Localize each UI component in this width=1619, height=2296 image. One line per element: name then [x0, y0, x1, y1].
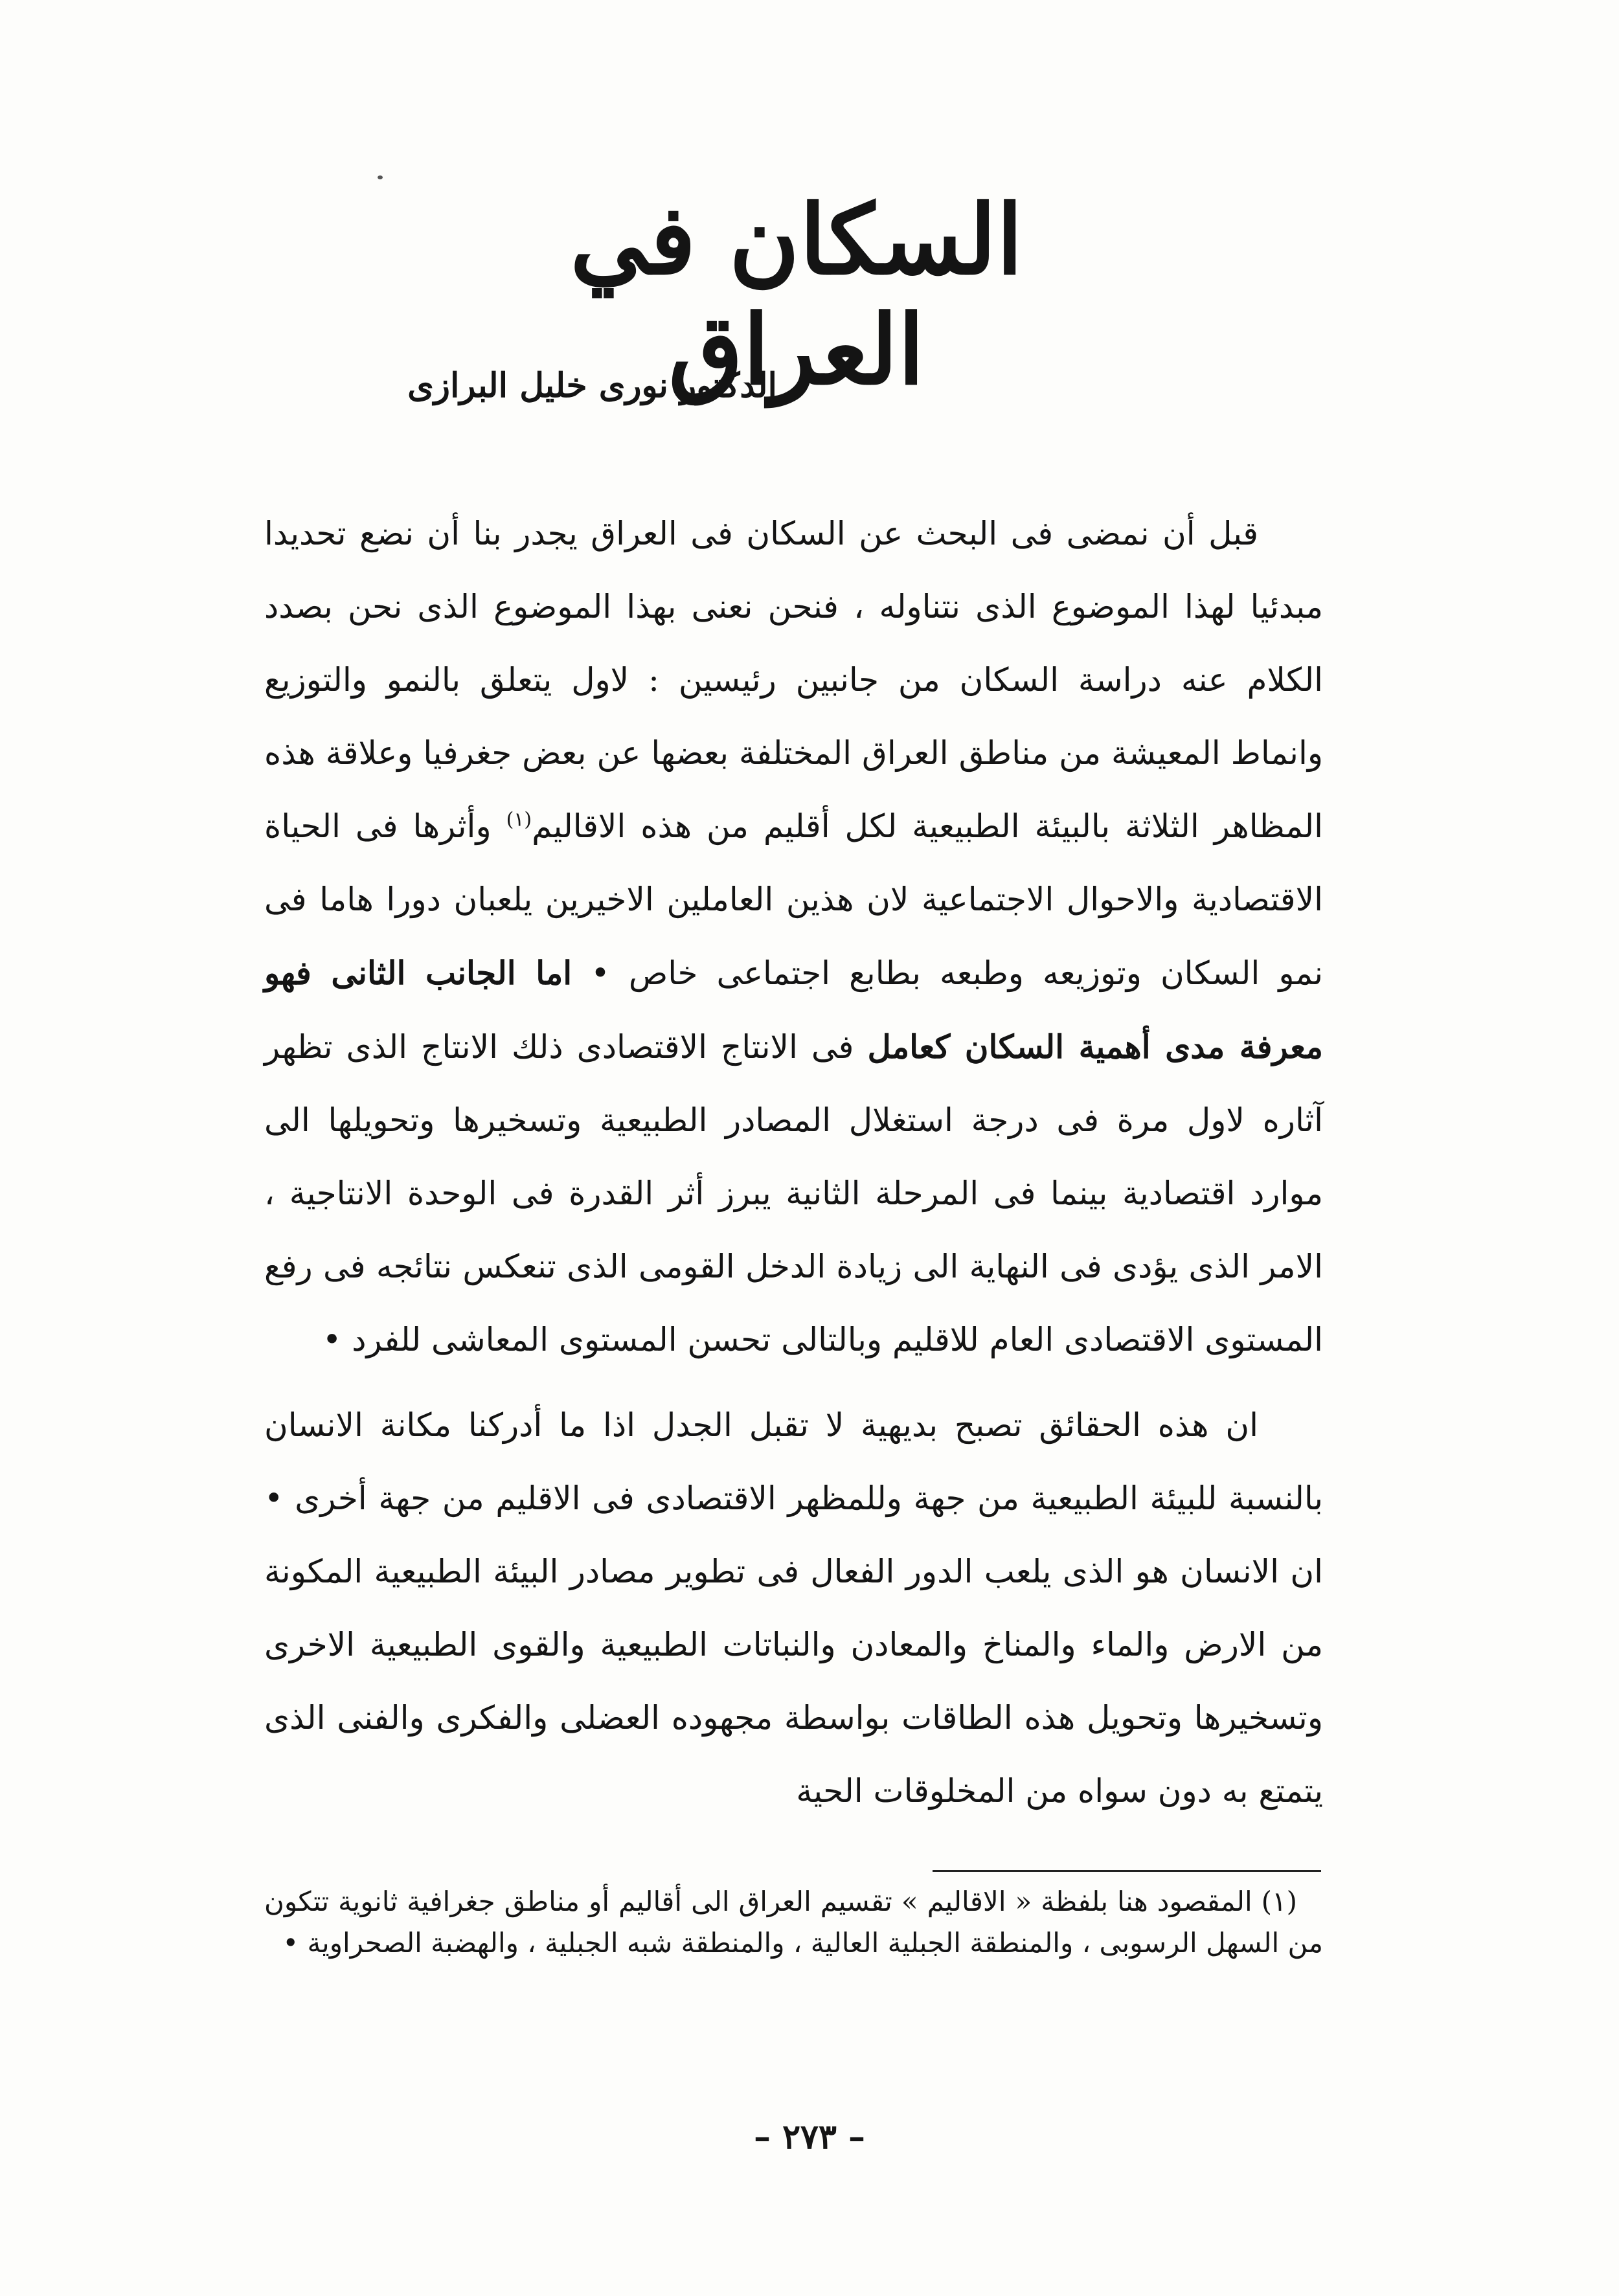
- body-paragraph-2: [264, 1389, 1323, 1828]
- author-name: الدكتور نورى خليل البرازى: [407, 366, 777, 405]
- footnote-text: (١) المقصود هنا بلفظة « الاقاليم » تقسيم العراق الى أقاليم أو مناطق جغرافية ثانوية تتكون من السهل الرسوبى ، والمنطقة الجبلية العالية ، والمنطقة شبه الجبلية ، والهضبة الصحراوية •: [264, 1885, 1323, 1959]
- paragraph-1-bold: اما الجانب الثانى فهو معرفة مدى أهمية السكان كعامل: [264, 954, 1323, 1066]
- paragraph-text: [264, 497, 1323, 1377]
- page-number: – ٢٧٣ –: [753, 2117, 865, 2157]
- article-title: السكان في العراق: [570, 183, 1023, 407]
- print-speck: [378, 175, 383, 179]
- body-paragraph-1: [264, 497, 1323, 1377]
- footnote-divider: [933, 1870, 1321, 1872]
- footnote-marker: (١): [506, 808, 532, 831]
- paragraph-2-text: ان هذه الحقائق تصبح بديهية لا تقبل الجدل اذا ما أدركنا مكانة الانسان بالنسبة للبيئة الطبيعية من جهة وللمظهر الاقتصادى فى الاقليم من جهة أخرى • ان الانسان هو الذى يلعب الدور الفعال فى تطوير مصادر البيئة الطبيعية المكونة من الارض والماء والمناخ والمعادن والنباتات الطبيعية والقوى الطبيعية الاخرى وتسخيرها وتحويل هذه الطاقات بواسطة مجهوده العضلى والفكرى والفنى الذى يتمتع به دون سواه من المخلوقات الحية: [264, 1406, 1323, 1810]
- paragraph-1-rest: فى الانتاج الاقتصادى ذلك الانتاج الذى تظهر آثاره لاول مرة فى درجة استغلال المصادر الطبيعية وتسخيرها وتحويلها الى موارد اقتصادية بينما فى المرحلة الثانية يبرز أثر القدرة فى الوحدة الانتاجية ، الامر الذى يؤدى فى النهاية الى زيادة الدخل القومى الذى تنعكس نتائجه فى رفع المستوى الاقتصادى العام للاقليم وبالتالى تحسن المستوى المعاشى للفرد •: [264, 1028, 1323, 1358]
- paragraph-1-middle: وأثرها فى الحياة الاقتصادية والاحوال الاجتماعية لان هذين العاملين الاخيرين يلعبان دورا هاما فى نمو السكان وتوزيعه وطبعه بطابع اجتماعى خاص •: [264, 807, 1323, 992]
- paragraph-1-intro: قبل أن نمضى فى البحث عن السكان فى العراق يجدر بنا أن نضع تحديدا مبدئيا لهذا الموضوع الذى نتناوله ، فنحن نعنى بهذا الموضوع الذى نحن بصدد الكلام عنه دراسة السكان من جانبين رئيسين : لاول يتعلق بالنمو والتوزيع وانماط المعيشة من مناطق العراق المختلفة بعضها عن بعض جغرفيا وعلاقة هذه المظاهر الثلاثة بالبيئة الطبيعية لكل أقليم من هذه الاقاليم: [264, 515, 1323, 845]
- footnote: [264, 1881, 1323, 1964]
